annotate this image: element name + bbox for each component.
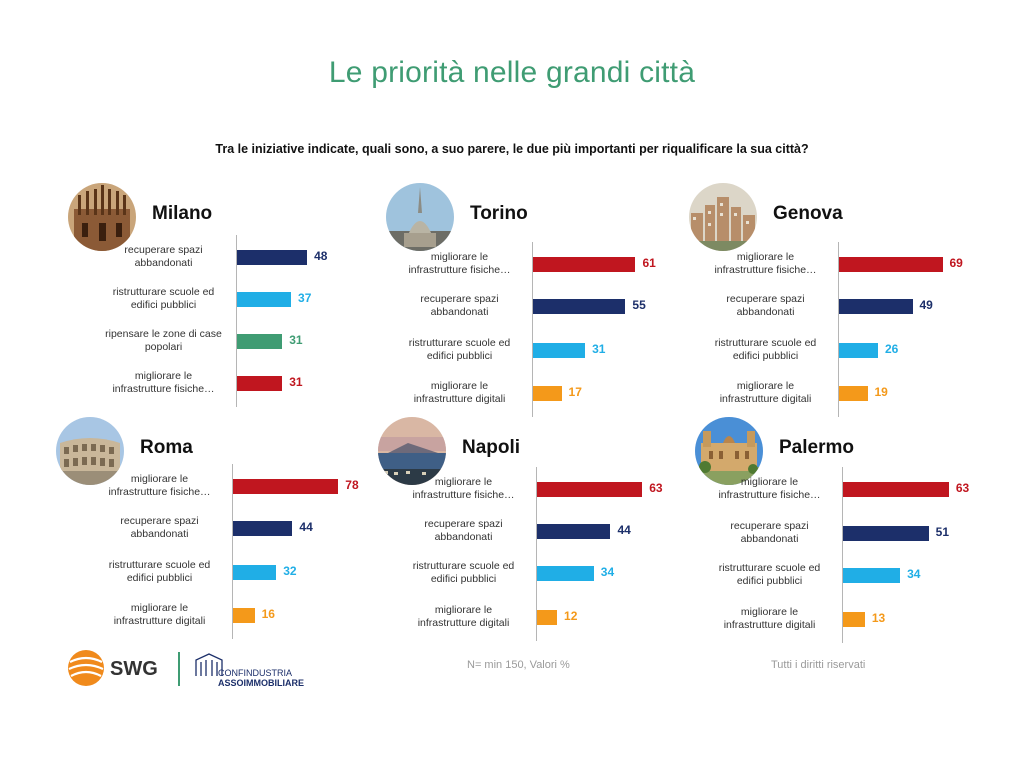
- bar-ristrutturare: [533, 343, 585, 358]
- bar-value-label: 31: [592, 342, 606, 356]
- category-label: [707, 476, 832, 502]
- bar-recuperare: [237, 250, 307, 265]
- category-label-line: ristrutturare scuole ed: [718, 562, 821, 574]
- bar-value-label: 16: [261, 607, 275, 621]
- category-label-line: migliorare le: [130, 473, 189, 485]
- bar-value-label: 34: [600, 565, 615, 579]
- chart-palermo: [695, 417, 995, 647]
- bar-value-label: 44: [617, 523, 631, 537]
- bar-infrastrutture-fisiche: [233, 479, 338, 494]
- napoli-vesuvio-icon: [378, 417, 446, 485]
- category-label: [707, 562, 832, 588]
- page-title: Le priorità nelle grandi città: [328, 56, 696, 89]
- bar-recuperare: [537, 524, 610, 539]
- category-label-line: infrastrutture digitali: [417, 617, 510, 629]
- swg-logo: [66, 648, 178, 688]
- city-name: Genova: [773, 203, 843, 224]
- category-label-line: infrastrutture digitali: [413, 393, 506, 405]
- category-label-line: infrastrutture fisiche…: [412, 489, 515, 501]
- bar-ristrutturare: [839, 343, 878, 358]
- bar-value-label: 34: [907, 567, 921, 581]
- category-label-line: edifici pubblici: [732, 350, 799, 362]
- category-label-line: migliorare le: [130, 602, 189, 614]
- bar-value-label: 51: [935, 525, 950, 539]
- bar-value-label: 17: [568, 385, 582, 399]
- chart-genova: [689, 183, 989, 413]
- category-label-line: infrastrutture fisiche…: [408, 264, 511, 276]
- category-label: [101, 328, 226, 354]
- bar-recuperare: [533, 299, 625, 314]
- category-label-line: recuperare spazi: [424, 518, 503, 530]
- category-label-line: edifici pubblici: [126, 572, 193, 584]
- bar-ristrutturare: [843, 568, 900, 583]
- category-label-line: ripensare le zone di case: [105, 328, 222, 340]
- category-label-line: ristrutturare scuole ed: [108, 559, 211, 571]
- bar-value-label: 49: [919, 298, 933, 312]
- bar-value-label: 44: [299, 520, 313, 534]
- bar-infrastrutture-digitali: [533, 386, 562, 401]
- category-label-line: ristrutturare scuole ed: [714, 337, 817, 349]
- category-label-line: infrastrutture digitali: [719, 393, 812, 405]
- category-label: [703, 293, 828, 319]
- category-label: [397, 380, 522, 406]
- category-label: [397, 251, 522, 277]
- category-label-line: infrastrutture fisiche…: [112, 383, 215, 395]
- category-label-line: recuperare spazi: [420, 293, 499, 305]
- bar-infrastrutture-fisiche: [237, 376, 282, 391]
- bar-infrastrutture-digitali: [839, 386, 868, 401]
- bar-value-label: 32: [283, 564, 297, 578]
- category-label-line: migliorare le: [434, 604, 493, 616]
- bar-infrastrutture-fisiche: [533, 257, 635, 272]
- bar-infrastrutture-fisiche: [537, 482, 642, 497]
- category-label: [97, 473, 222, 499]
- category-label-line: recuperare spazi: [730, 520, 809, 532]
- swg-globe-icon: [66, 648, 178, 688]
- category-label: [401, 604, 526, 630]
- category-label: [401, 518, 526, 544]
- category-label: [397, 337, 522, 363]
- category-label-line: infrastrutture fisiche…: [108, 486, 211, 498]
- bar-value-label: 63: [955, 481, 970, 495]
- category-label-line: abbandonati: [736, 306, 795, 318]
- genova-city-icon: [689, 183, 757, 251]
- category-label: [401, 476, 526, 502]
- category-label-line: edifici pubblici: [430, 573, 497, 585]
- bar-ristrutturare: [537, 566, 594, 581]
- palermo-cattedrale-icon: [695, 417, 763, 485]
- bar-value-label: 61: [642, 256, 656, 270]
- category-label-line: ristrutturare scuole ed: [412, 560, 515, 572]
- category-label-line: migliorare le: [736, 380, 795, 392]
- assoimmobiliare-text: ASSOIMMOBILIARE: [218, 678, 305, 688]
- confindustria-text: CONFINDUSTRIA: [218, 668, 292, 678]
- category-label: [101, 244, 226, 270]
- category-label-line: infrastrutture fisiche…: [714, 264, 817, 276]
- category-label-line: abbandonati: [740, 533, 799, 545]
- footer-divider: [178, 652, 180, 686]
- rights-note: Tutti i diritti riservati: [771, 659, 866, 671]
- category-label-line: migliorare le: [434, 476, 493, 488]
- bar-value-label: 31: [289, 333, 303, 347]
- bar-value-label: 26: [885, 342, 899, 356]
- confindustria-logo: [192, 650, 312, 690]
- bar-recuperare: [233, 521, 292, 536]
- bar-value-label: 69: [949, 256, 963, 270]
- city-name: Milano: [152, 203, 213, 224]
- torino-mole-icon: [386, 183, 454, 251]
- category-label-line: edifici pubblici: [426, 350, 493, 362]
- chart-napoli: [378, 417, 678, 647]
- category-label: [707, 606, 832, 632]
- category-label: [703, 337, 828, 363]
- chart-torino: [386, 183, 686, 413]
- category-label-line: migliorare le: [430, 251, 489, 263]
- category-label-line: migliorare le: [430, 380, 489, 392]
- bar-infrastrutture-digitali: [537, 610, 557, 625]
- bar-value-label: 13: [871, 611, 886, 625]
- palermo-cattedrale-icon: [695, 417, 763, 485]
- bar-ristrutturare: [233, 565, 276, 580]
- category-label-line: migliorare le: [740, 476, 799, 488]
- category-label-line: edifici pubblici: [736, 575, 803, 587]
- category-label-line: abbandonati: [430, 306, 489, 318]
- survey-question: Tra le iniziative indicate, quali sono, a suo parere, le due più importanti per riqualificare la sua città?: [215, 142, 809, 156]
- bar-value-label: 19: [874, 385, 888, 399]
- bar-value-label: 12: [564, 609, 578, 623]
- category-label: [703, 251, 828, 277]
- city-name: Palermo: [779, 437, 854, 458]
- bar-infrastrutture-fisiche: [843, 482, 949, 497]
- bar-recuperare: [843, 526, 929, 541]
- bar-value-label: 63: [649, 481, 663, 495]
- city-name: Roma: [140, 437, 193, 458]
- category-label: [397, 293, 522, 319]
- bar-value-label: 37: [298, 291, 312, 305]
- category-label-line: infrastrutture digitali: [723, 619, 816, 631]
- city-name: Napoli: [462, 437, 521, 458]
- category-label-line: abbandonati: [130, 528, 189, 540]
- chart-roma: [56, 417, 359, 647]
- category-label: [707, 520, 832, 546]
- torino-mole-icon: [386, 183, 454, 251]
- bar-ristrutturare: [237, 292, 291, 307]
- swg-logo-text: SWG: [110, 658, 158, 680]
- napoli-vesuvio-icon: [378, 417, 446, 485]
- genova-city-icon: [689, 183, 757, 251]
- category-label: [401, 560, 526, 586]
- bar-ripensare: [237, 334, 282, 349]
- category-label-line: infrastrutture fisiche…: [718, 489, 821, 501]
- category-label-line: recuperare spazi: [120, 515, 199, 527]
- bar-recuperare: [839, 299, 913, 314]
- bar-value-label: 31: [289, 375, 303, 389]
- category-label: [101, 286, 226, 312]
- category-label: [97, 515, 222, 541]
- category-label-line: ristrutturare scuole ed: [408, 337, 511, 349]
- category-label: [97, 602, 222, 628]
- sample-note: N= min 150, Valori %: [467, 659, 570, 671]
- category-label-line: ristrutturare scuole ed: [112, 286, 215, 298]
- bar-infrastrutture-fisiche: [839, 257, 943, 272]
- chart-milano: [68, 183, 368, 413]
- bar-infrastrutture-digitali: [843, 612, 865, 627]
- category-label-line: infrastrutture digitali: [113, 615, 206, 627]
- category-label-line: recuperare spazi: [124, 244, 203, 256]
- category-label-line: popolari: [144, 341, 183, 353]
- category-label-line: migliorare le: [736, 251, 795, 263]
- bar-value-label: 48: [314, 249, 328, 263]
- bar-infrastrutture-digitali: [233, 608, 255, 623]
- category-label-line: migliorare le: [134, 370, 193, 382]
- category-label-line: abbandonati: [434, 531, 493, 543]
- milano-duomo-icon: [68, 183, 136, 251]
- category-label-line: migliorare le: [740, 606, 799, 618]
- category-label-line: edifici pubblici: [130, 299, 197, 311]
- category-label-line: abbandonati: [134, 257, 193, 269]
- category-label: [97, 559, 222, 585]
- milano-duomo-icon: [68, 183, 136, 251]
- category-label: [101, 370, 226, 396]
- bar-value-label: 55: [632, 298, 646, 312]
- category-label: [703, 380, 828, 406]
- city-name: Torino: [470, 203, 528, 224]
- category-label-line: recuperare spazi: [726, 293, 805, 305]
- bar-value-label: 78: [345, 478, 359, 492]
